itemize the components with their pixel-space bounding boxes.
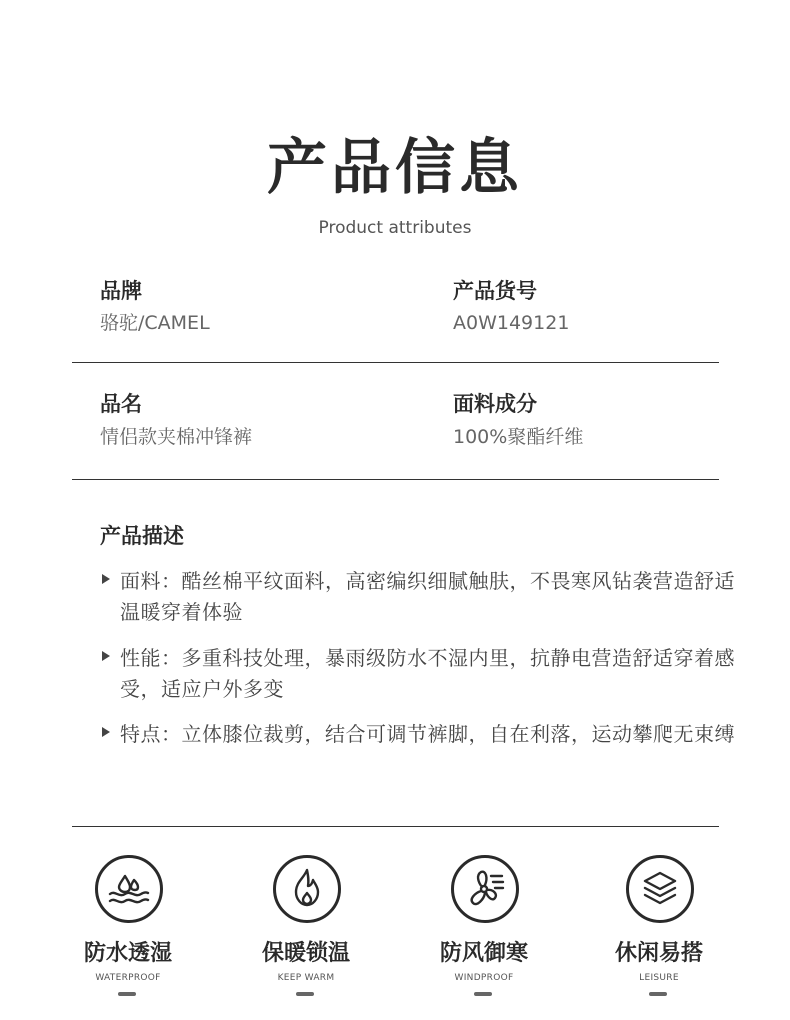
feature-label: 休闲易搭 — [614, 941, 703, 966]
fabric-value: 100%聚酯纤维 — [453, 426, 584, 448]
brand-value: 骆驼/CAMEL — [100, 312, 210, 334]
divider — [72, 826, 719, 827]
divider — [72, 362, 719, 363]
description-text: 特点：立体膝位裁剪，结合可调节裤脚，自在利落，运动攀爬无束缚 — [120, 722, 735, 746]
bullet-triangle-icon — [102, 651, 110, 661]
layers-icon — [626, 855, 694, 923]
feature-label: 防水透湿 — [83, 941, 172, 966]
page-subtitle: Product attributes — [318, 218, 472, 238]
feature-label: 防风御寒 — [439, 941, 528, 966]
divider — [72, 479, 719, 480]
feature-dash — [649, 992, 667, 996]
brand-label: 品牌 — [100, 279, 142, 303]
fabric-label: 面料成分 — [453, 392, 537, 416]
product-code-value: A0W149121 — [453, 312, 570, 334]
feature-sublabel: LEISURE — [639, 973, 679, 983]
feature-sublabel: WINDPROOF — [454, 973, 514, 983]
product-name-value: 情侣款夹棉冲锋裤 — [100, 426, 253, 448]
water-drop-icon — [95, 855, 163, 923]
page-title: 产品信息 — [267, 133, 523, 203]
description-text: 性能：多重科技处理，暴雨级防水不湿内里，抗静电营造舒适穿着感受，适应户外多变 — [120, 646, 735, 701]
feature-dash — [474, 992, 492, 996]
bullet-triangle-icon — [102, 574, 110, 584]
feature-dash — [296, 992, 314, 996]
feature-dash — [118, 992, 136, 996]
description-heading: 产品描述 — [100, 524, 184, 548]
feature-sublabel: WATERPROOF — [95, 973, 161, 983]
feature-sublabel: KEEP WARM — [277, 973, 335, 983]
product-name-label: 品名 — [100, 392, 142, 416]
bullet-triangle-icon — [102, 727, 110, 737]
flame-icon — [273, 855, 341, 923]
product-code-label: 产品货号 — [453, 279, 537, 303]
fan-icon — [451, 855, 519, 923]
description-text: 面料：酷丝棉平纹面料，高密编织细腻触肤，不畏寒风钻袭营造舒适温暖穿着体验 — [120, 569, 735, 624]
feature-label: 保暖锁温 — [261, 941, 350, 966]
